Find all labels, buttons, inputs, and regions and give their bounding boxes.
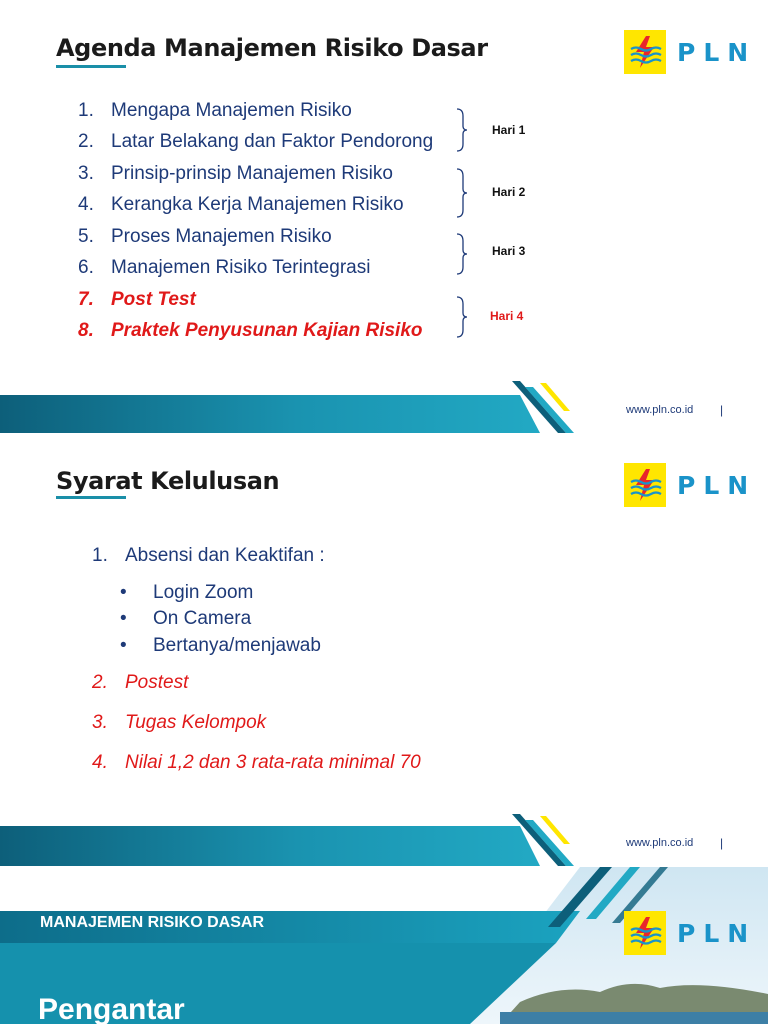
requirement-item: 4. Nilai 1,2 dan 3 rata-rata minimal 70 — [92, 752, 421, 773]
pln-logo-icon — [624, 463, 666, 507]
footer-band — [0, 373, 768, 433]
day-label: Hari 4 — [490, 309, 524, 323]
course-subtitle: MANAJEMEN RISIKO DASAR — [40, 914, 265, 931]
requirement-item: 2. Postest — [92, 672, 189, 693]
brace-icon — [455, 296, 469, 338]
pln-logo-text: PLN — [677, 470, 757, 500]
requirement-item: 1. Absensi dan Keaktifan : — [92, 545, 325, 566]
agenda-item: 4. Kerangka Kerja Manajemen Risiko — [78, 194, 404, 216]
day-label: Hari 3 — [492, 244, 526, 258]
pln-logo — [624, 30, 756, 74]
slide-agenda — [0, 0, 768, 433]
requirement-item: 3. Tugas Kelompok — [92, 712, 267, 733]
pln-logo — [624, 911, 756, 955]
slide-title: Pengantar — [38, 993, 185, 1024]
agenda-item: 2. Latar Belakang dan Faktor Pendorong — [78, 131, 434, 153]
agenda-item: 1. Mengapa Manajemen Risiko — [78, 99, 352, 121]
title-underline — [56, 496, 126, 499]
footer-band — [0, 806, 768, 866]
footer-separator: | — [720, 836, 724, 850]
agenda-list — [78, 95, 433, 347]
agenda-item-highlight: 8. Praktek Penyusunan Kajian Risiko — [78, 320, 423, 342]
pln-logo-icon — [624, 911, 666, 955]
slide-title-intro — [0, 867, 768, 1024]
day-label: Hari 1 — [492, 123, 526, 137]
brace-icon — [455, 108, 469, 152]
agenda-item: 6. Manajemen Risiko Terintegrasi — [78, 257, 371, 279]
pln-logo-text: PLN — [677, 37, 757, 67]
agenda-item-highlight: 7. Post Test — [78, 288, 196, 310]
brace-icon — [455, 168, 469, 218]
pln-logo — [624, 463, 756, 507]
page-title: Syarat Kelulusan — [56, 467, 280, 495]
title-underline — [56, 65, 126, 68]
brace-icon — [455, 233, 469, 275]
bullet-item: • Login Zoom — [120, 582, 254, 603]
agenda-item: 3. Prinsip-prinsip Manajemen Risiko — [78, 162, 393, 184]
pln-logo-text: PLN — [677, 918, 757, 948]
bullet-item: • Bertanya/menjawab — [120, 635, 321, 656]
footer-url[interactable]: www.pln.co.id — [626, 404, 694, 416]
day-label: Hari 2 — [492, 185, 526, 199]
footer-url[interactable]: www.pln.co.id — [626, 837, 694, 849]
footer-separator: | — [720, 403, 724, 417]
bullet-item: • On Camera — [120, 608, 252, 629]
agenda-item: 5. Proses Manajemen Risiko — [78, 225, 332, 247]
slide-graduation-requirements — [0, 433, 768, 867]
pln-logo-icon — [624, 30, 666, 74]
page-title: Agenda Manajemen Risiko Dasar — [56, 34, 488, 62]
